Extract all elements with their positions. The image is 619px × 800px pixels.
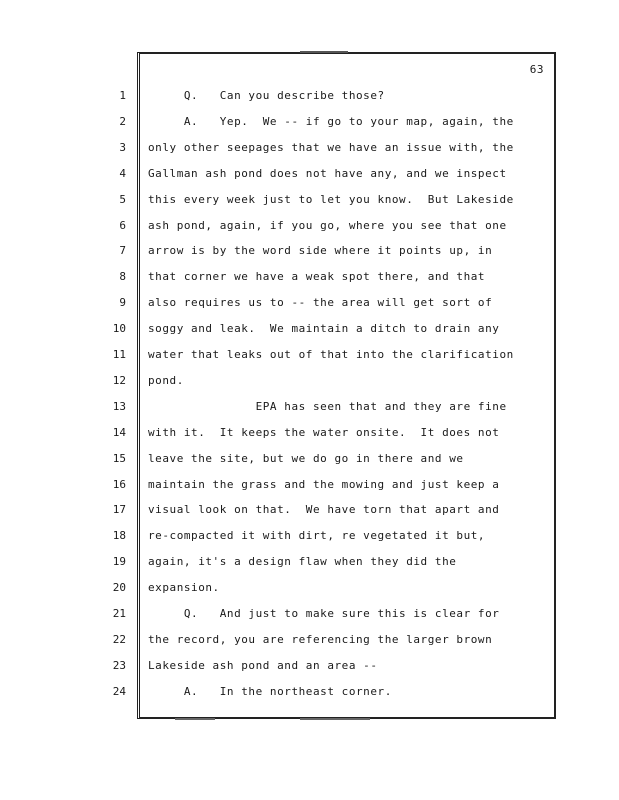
line-number: 20: [112, 581, 126, 594]
line-number: 13: [112, 400, 126, 413]
transcript-line: visual look on that. We have torn that apart and: [148, 503, 500, 516]
line-number: 6: [119, 219, 126, 232]
line-number: 1: [119, 89, 126, 102]
transcript-line: Q. Can you describe those?: [148, 89, 385, 102]
line-number: 4: [119, 167, 126, 180]
line-number: 2: [119, 115, 126, 128]
line-number: 14: [112, 426, 126, 439]
line-number: 8: [119, 270, 126, 283]
transcript-line: water that leaks out of that into the clarification: [148, 348, 514, 361]
transcript-line: the record, you are referencing the larger brown: [148, 633, 493, 646]
line-number: 17: [112, 503, 126, 516]
transcript-line: expansion.: [148, 581, 220, 594]
transcript-line: with it. It keeps the water onsite. It does not: [148, 426, 500, 439]
line-number: 3: [119, 141, 126, 154]
transcript-line: maintain the grass and the mowing and just keep a: [148, 478, 500, 491]
transcript-line: Gallman ash pond does not have any, and we inspect: [148, 167, 507, 180]
bottom-edge-mark: [175, 718, 215, 720]
line-number: 16: [112, 478, 126, 491]
transcript-line: pond.: [148, 374, 184, 387]
line-number: 21: [112, 607, 126, 620]
transcript-line: Q. And just to make sure this is clear for: [148, 607, 500, 620]
transcript-line: A. In the northeast corner.: [148, 685, 392, 698]
line-number: 5: [119, 193, 126, 206]
transcript-line: this every week just to let you know. But Lakeside: [148, 193, 514, 206]
line-number: 12: [112, 374, 126, 387]
transcript-line: arrow is by the word side where it points up, in: [148, 244, 493, 257]
bottom-edge-mark-2: [300, 718, 370, 720]
line-number: 7: [119, 244, 126, 257]
line-number: 19: [112, 555, 126, 568]
line-number: 9: [119, 296, 126, 309]
transcript-line: ash pond, again, if you go, where you see that one: [148, 219, 507, 232]
transcript-line: that corner we have a weak spot there, and that: [148, 270, 486, 283]
transcript-line: again, it's a design flaw when they did the: [148, 555, 457, 568]
transcript-line: leave the site, but we do go in there and we: [148, 452, 464, 465]
transcript-line: only other seepages that we have an issue with, the: [148, 141, 514, 154]
line-number: 18: [112, 529, 126, 542]
transcript-line: EPA has seen that and they are fine: [148, 400, 507, 413]
transcript-line: A. Yep. We -- if go to your map, again, the: [148, 115, 514, 128]
line-number: 23: [112, 659, 126, 672]
line-number: 11: [112, 348, 126, 361]
top-edge-mark: [300, 51, 348, 53]
transcript-line: re-compacted it with dirt, re vegetated it but,: [148, 529, 486, 542]
page-number: 63: [529, 63, 544, 76]
transcript-line: soggy and leak. We maintain a ditch to drain any: [148, 322, 500, 335]
transcript-line: Lakeside ash pond and an area --: [148, 659, 378, 672]
line-number: 22: [112, 633, 126, 646]
line-number: 10: [112, 322, 126, 335]
line-number: 15: [112, 452, 126, 465]
line-number: 24: [112, 685, 126, 698]
transcript-line: also requires us to -- the area will get sort of: [148, 296, 493, 309]
